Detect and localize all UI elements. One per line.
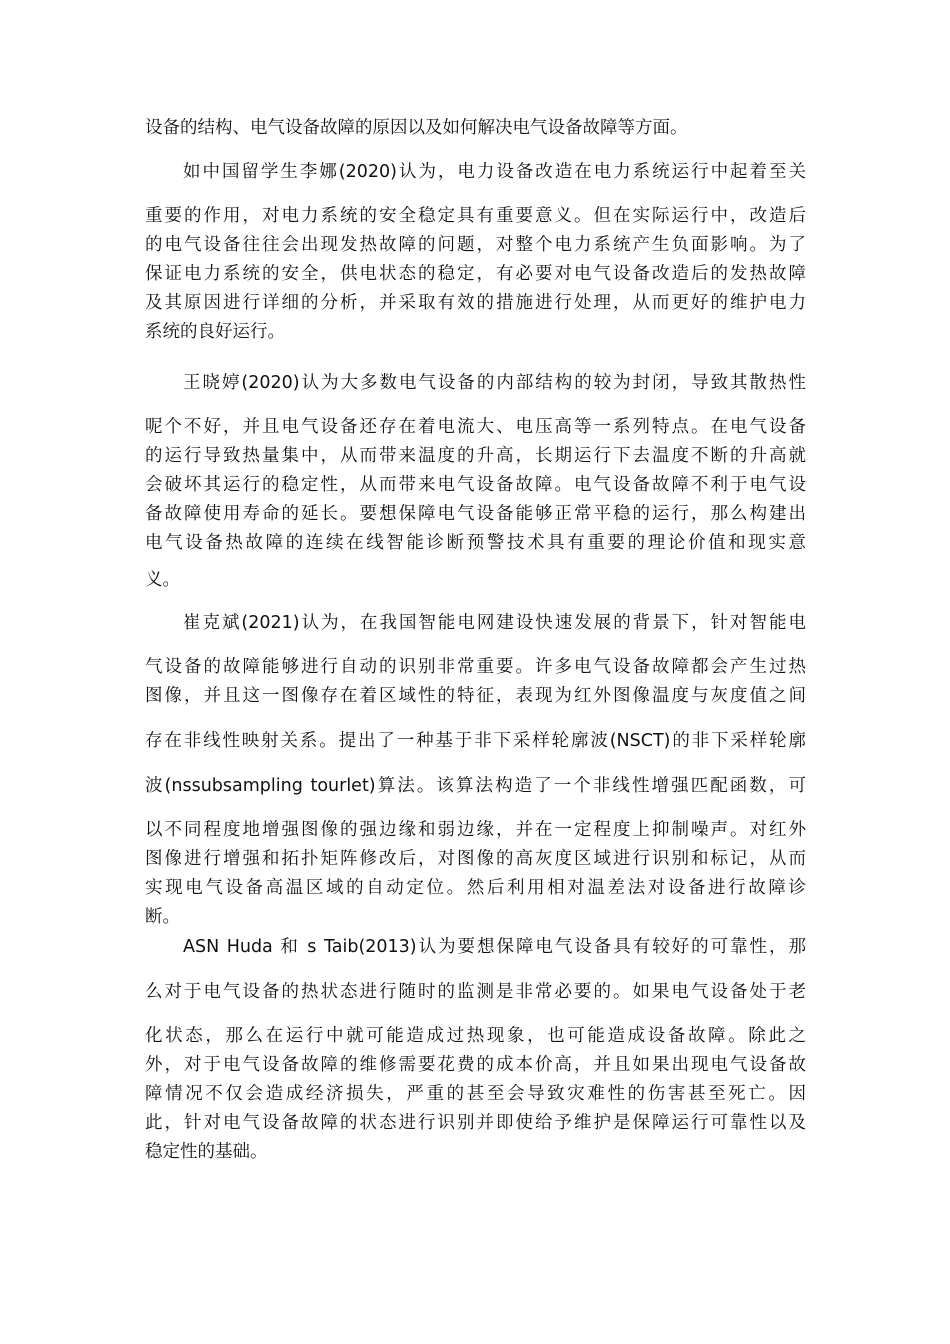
text-line: 稳定性的基础。 — [145, 1142, 268, 1162]
text-line: 保证电力系统的安全，供电状态的稳定，有必要对电气设备改造后的发热故障 — [145, 264, 806, 284]
text-line: 重要的作用，对电力系统的安全稳定具有重要意义。但在实际运行中，改造后 — [145, 206, 806, 226]
text-line: 电气设备热故障的连续在线智能诊断预警技术具有重要的理论价值和现实意 — [145, 533, 806, 553]
text-line: 义。 — [145, 570, 180, 590]
text-line: 断。 — [145, 907, 180, 927]
text-line: 及其原因进行详细的分析，并采取有效的措施进行处理，从而更好的维护电力 — [145, 293, 806, 313]
text-line: 图像进行增强和拓扑矩阵修改后，对图像的高灰度区域进行识别和标记，从而 — [145, 849, 806, 869]
text-line: 气设备的故障能够进行自动的识别非常重要。许多电气设备故障都会产生过热 — [145, 657, 806, 677]
text-line: ASN Huda 和 s Taib(2013)认为要想保障电气设备具有较好的可靠性，那 — [183, 937, 806, 957]
text-line: 实现电气设备高温区域的自动定位。然后利用相对温差法对设备进行故障诊 — [145, 878, 806, 898]
text-line: 以不同程度地增强图像的强边缘和弱边缘，并在一定程度上抑制噪声。对红外 — [145, 820, 806, 840]
text-line: 系统的良好运行。 — [145, 322, 285, 342]
text-line: 化状态，那么在运行中就可能造成过热现象，也可能造成设备故障。除此之 — [145, 1026, 806, 1046]
text-line: 会破坏其运行的稳定性，从而带来电气设备故障。电气设备故障不利于电气设 — [145, 475, 806, 495]
text-line: 的运行导致热量集中，从而带来温度的升高，长期运行下去温度不断的升高就 — [145, 446, 806, 466]
text-line: 崔克斌(2021)认为，在我国智能电网建设快速发展的背景下，针对智能电 — [183, 613, 806, 633]
text-line: 的电气设备往往会出现发热故障的问题，对整个电力系统产生负面影响。为了 — [145, 235, 806, 255]
text-line: 王晓婷(2020)认为大多数电气设备的内部结构的较为封闭，导致其散热性 — [183, 373, 806, 393]
text-line: 图像，并且这一图像存在着区域性的特征，表现为红外图像温度与灰度值之间 — [145, 686, 806, 706]
text-line: 波(nssubsampling tourlet)算法。该算法构造了一个非线性增强匹配函数，可 — [145, 776, 806, 796]
text-line: 如中国留学生李娜(2020)认为，电力设备改造在电力系统运行中起着至关 — [183, 162, 806, 182]
text-line: 此，针对电气设备故障的状态进行识别并即使给予维护是保障运行可靠性以及 — [145, 1113, 806, 1133]
text-line: 么对于电气设备的热状态进行随时的监测是非常必要的。如果电气设备处于老 — [145, 982, 806, 1002]
text-line: 呢个不好，并且电气设备还存在着电流大、电压高等一系列特点。在电气设备 — [145, 417, 806, 437]
text-line: 外，对于电气设备故障的维修需要花费的成本价高，并且如果出现电气设备故 — [145, 1055, 806, 1075]
text-line: 备故障使用寿命的延长。要想保障电气设备能够正常平稳的运行，那么构建出 — [145, 504, 806, 524]
text-line: 存在非线性映射关系。提出了一种基于非下采样轮廓波(NSCT)的非下采样轮廓 — [145, 731, 806, 751]
text-line: 障情况不仅会造成经济损失，严重的甚至会导致灾难性的伤害甚至死亡。因 — [145, 1084, 806, 1104]
text-line: 设备的结构、电气设备故障的原因以及如何解决电气设备故障等方面。 — [145, 118, 688, 138]
